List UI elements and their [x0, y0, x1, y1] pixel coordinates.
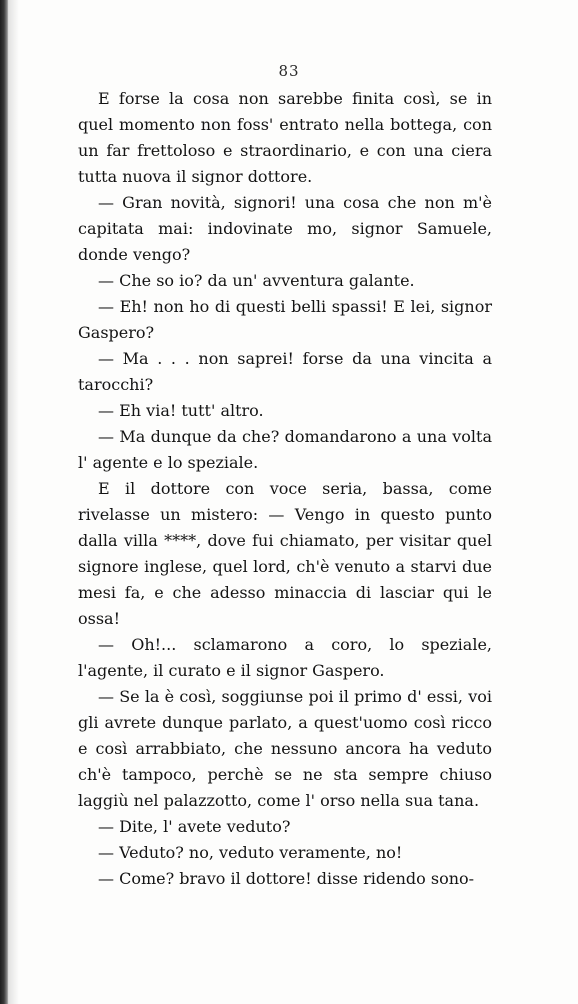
- binding-edge: [0, 0, 9, 1004]
- paragraph: E forse la cosa non sarebbe finita così, se in quel momento non foss' entrato nella bottega, con un far frettoloso e straordinario, e con una ciera tutta nuova il signor dottore.: [78, 89, 492, 186]
- paragraph: — Come? bravo il dottore! disse ridendo sono-: [98, 869, 475, 888]
- paragraph: — Veduto? no, veduto veramente, no!: [98, 843, 403, 862]
- paragraph: — Gran novità, signori! una cosa che non m'è capitata mai: indovinate mo, signor Samuele, donde vengo?: [78, 193, 492, 264]
- page-number: 83: [278, 62, 300, 80]
- binding-shadow: [9, 0, 19, 1004]
- paragraph: — Dite, l' avete veduto?: [98, 817, 291, 836]
- paragraph: — Ma dunque da che? domandarono a una volta l' agente e lo speziale.: [78, 427, 492, 472]
- paragraph: — Che so io? da un' avventura galante.: [98, 271, 415, 290]
- paragraph: — Eh! non ho di questi belli spassi! E lei, signor Gaspero?: [78, 297, 492, 342]
- paragraph: — Oh!... sclamarono a coro, lo speziale, l'agente, il curato e il signor Gaspero.: [78, 635, 492, 680]
- paragraph: E il dottore con voce seria, bassa, come rivelasse un mistero: — Vengo in questo punto dalla villa ****, dove fui chiamato, per visitar quel signore inglese, quel lord, ch'è venuto a starvi due mesi fa, e che adesso minaccia di lasciar qui le ossa!: [78, 479, 492, 628]
- paragraph: — Eh via! tutt' altro.: [98, 401, 264, 420]
- body-text: [78, 86, 492, 892]
- paragraph: — Se la è così, soggiunse poi il primo d' essi, voi gli avrete dunque parlato, a quest'uomo così ricco e così arrabbiato, che nessuno ancora ha veduto ch'è tampoco, perchè se ne sta sempre chiuso laggiù nel palazzotto, come l' orso nella sua tana.: [78, 687, 492, 810]
- paragraph: — Ma . . . non saprei! forse da una vincita a tarocchi?: [78, 349, 492, 394]
